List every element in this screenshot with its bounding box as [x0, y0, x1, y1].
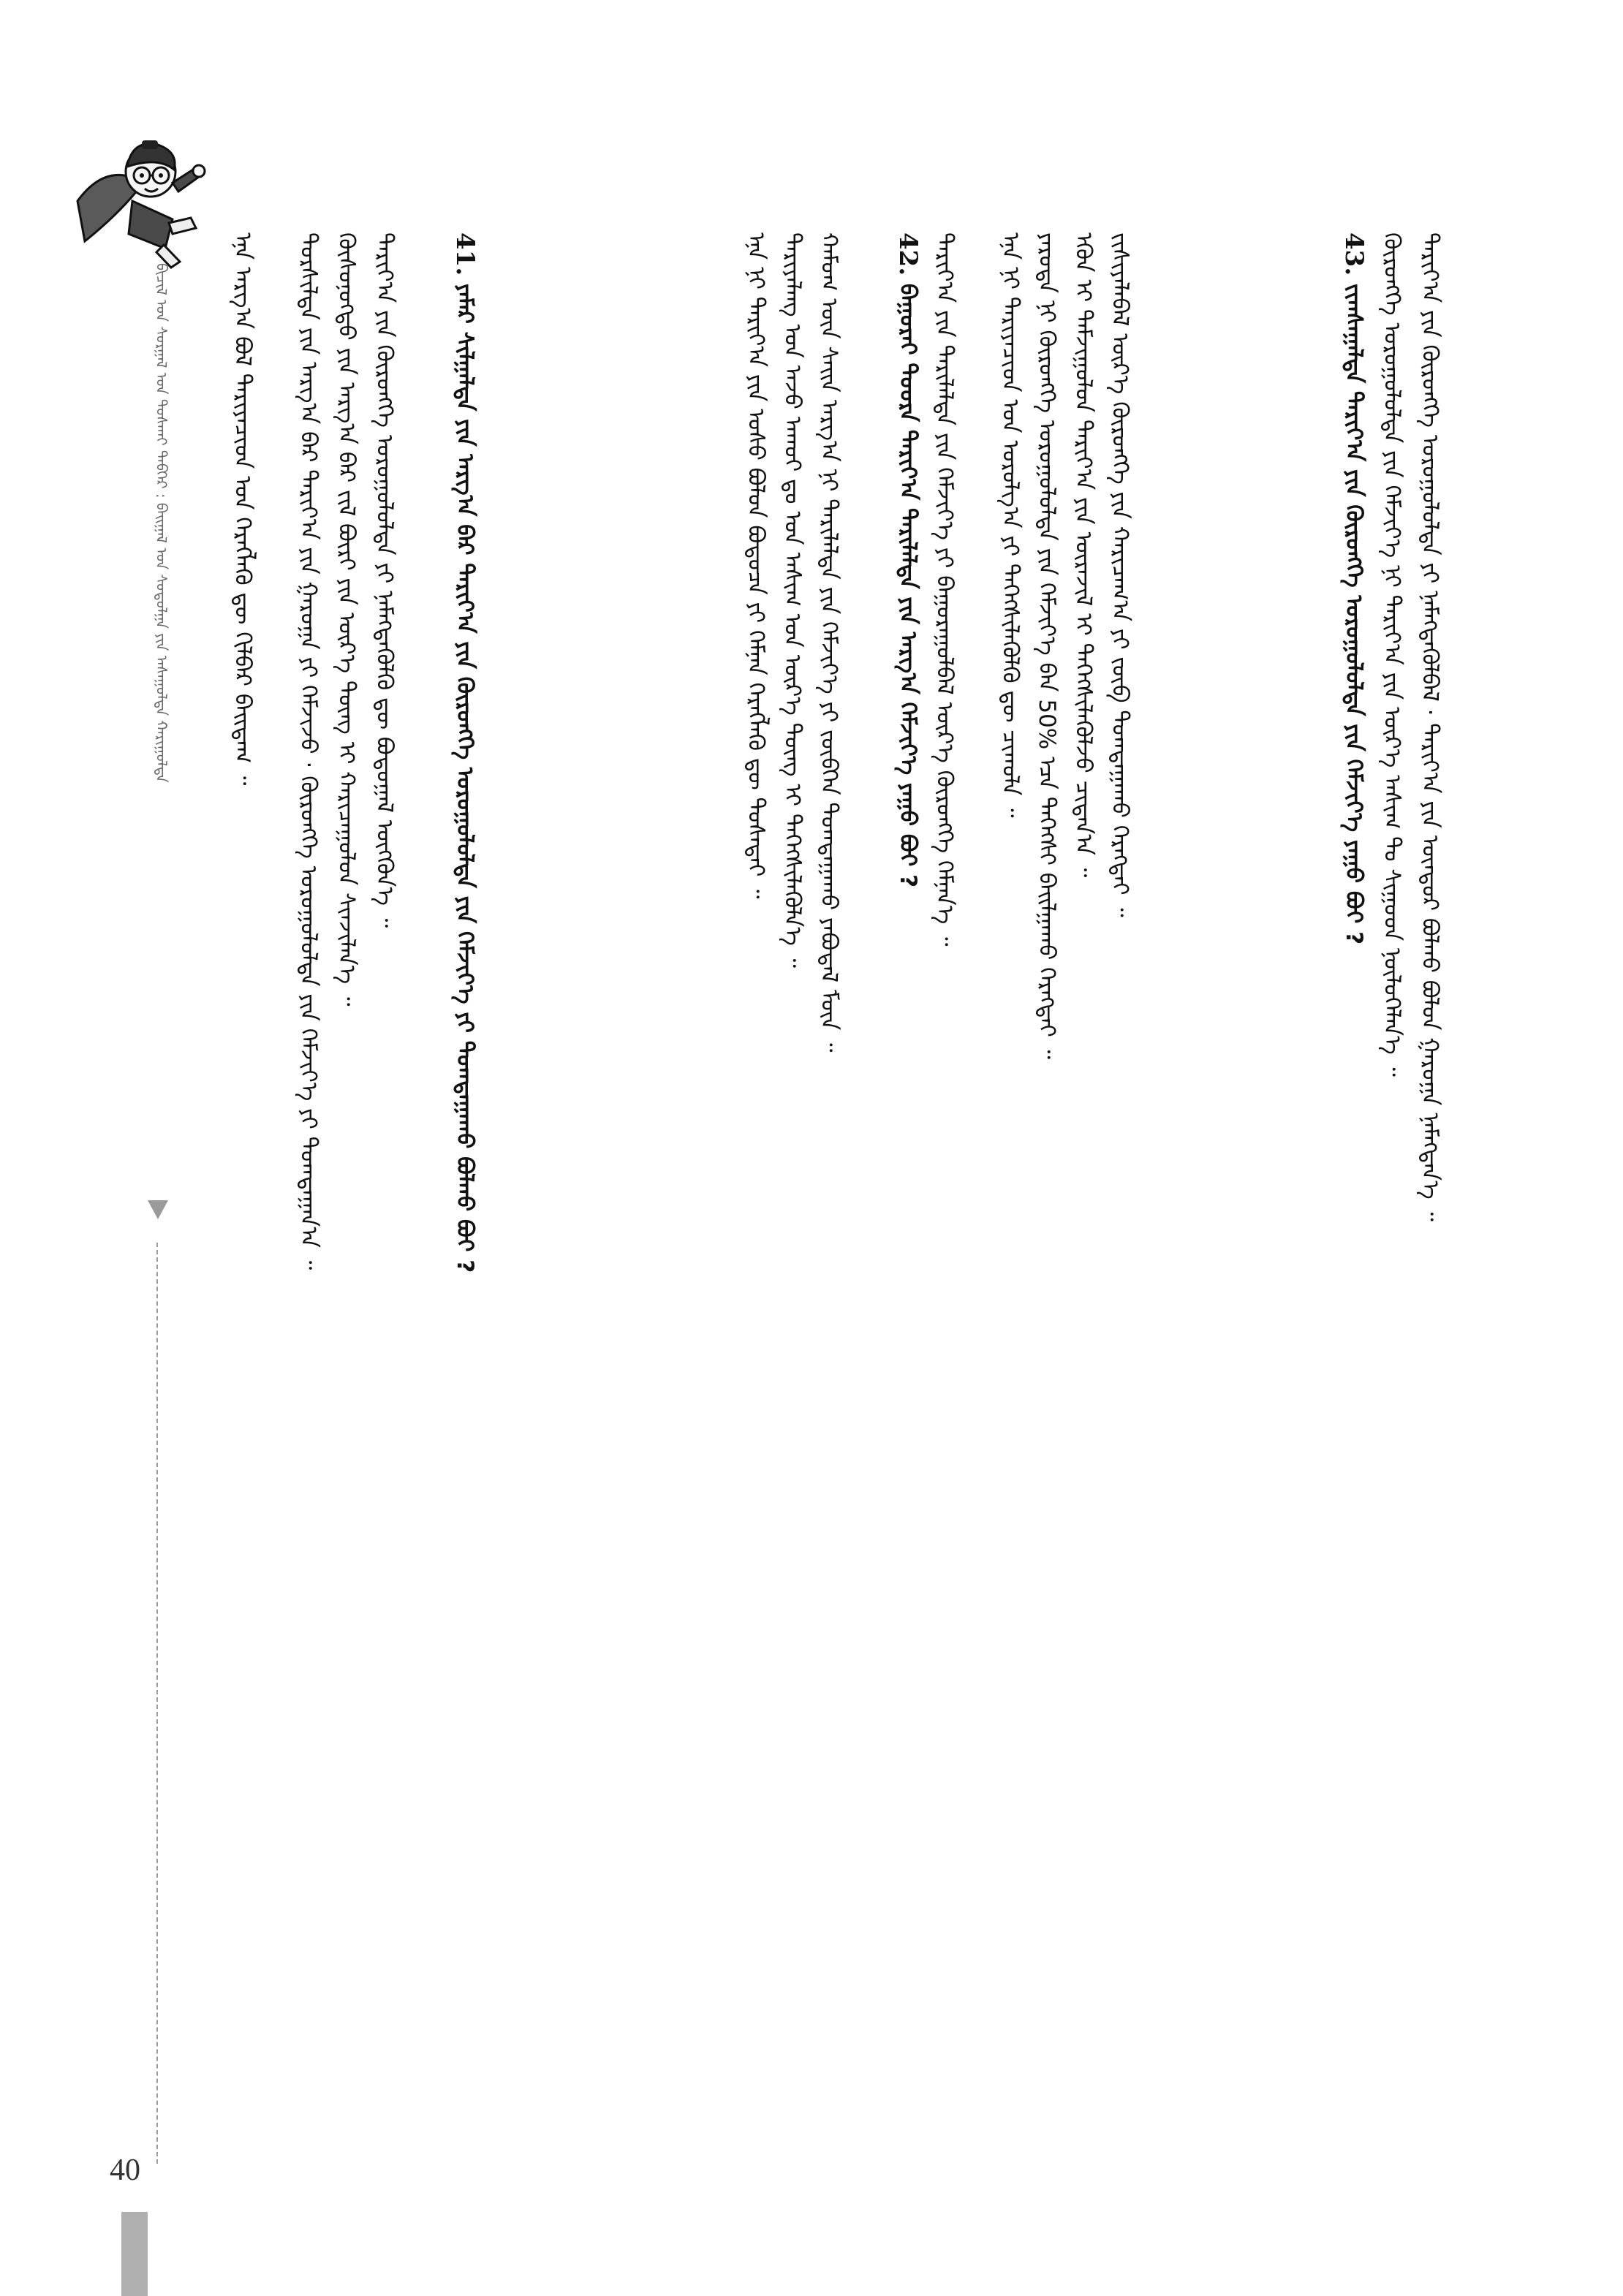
question-title: ᠵᠢᠭᠰᠠᠭᠠᠯᠲᠠ ᠲᠠᠷᠢᠶ᠎ᠠ ᠶᠢᠨ ᠬᠥᠷᠥᠩᠭᠡ ᠣᠷᠣᠭᠤᠯᠤᠯᠲᠠ ᠶᠢᠨ ᠬᠡᠮᠵᠢᠶ᠎ᠡ ᠶᠠᠭᠤ ᠪᠤᠢ	[1341, 283, 1367, 924]
answer-41-line-3: ᠲᠠᠷᠢᠶ᠎ᠠ ᠶᠢᠨ ᠬᠥᠷᠥᠩᠭᠡ ᠣᠷᠣᠭᠤᠯᠤᠯᠲᠠ ᠶᠢ ᠨᠡᠮᠡᠭᠳᠡᠭᠦᠯᠬᠦ ᠳᠦ ᠪᠣᠳᠣᠭᠠᠯ ᠦᠭᠭᠦᠨ᠎ᠡ ᠃	[371, 232, 398, 928]
question-42-title	[892, 232, 924, 887]
page-number: 40	[110, 2153, 140, 2187]
answer-43-line-5: ᠡᠭᠦᠨ ᠢ ᠳᠠᠮᠵᠢᠭᠤᠯᠤᠨ ᠲᠠᠷᠢᠶ᠎ᠠ ᠶᠢᠨ ᠦᠷᠡᠵᠢᠯ ᠢ ᠳᠡᠭᠡᠭᠰᠢᠯᠡᠭᠦᠯᠵᠦ ᠴᠢᠳᠠᠨ᠎ᠠ ᠃	[1070, 232, 1097, 878]
answer-43-line-2: ᠬᠥᠷᠥᠩᠭᠡ ᠣᠷᠣᠭᠤᠯᠤᠯᠲᠠ ᠶᠢᠨ ᠬᠡᠮᠵᠢᠶ᠎ᠡ ᠨᠢ ᠲᠠᠷᠢᠶ᠎ᠠ ᠶᠢᠨ ᠦᠷ᠎ᠡ ᠠᠰᠢᠭ ᠲᠤ ᠰᠢᠭᠤᠳ ᠨᠥᠯᠦᠭᠡᠯᠡᠨ᠎ᠡ ᠃	[1379, 232, 1405, 1077]
running-header: ᠪᠢᠴᠢᠯ ᠤᠨ ᠰᠤᠷᠭᠠᠯ ᠤᠨ ᠲᠤᠰᠬᠠᠢ ᠲᠡᠪᠬᠡᠷ : ᠪᠠᠢᠭᠠᠯ ᠤᠨ ᠰᠤᠳᠤᠯᠭᠠ ᠶᠢᠨ ᠠᠰᠠᠭᠤᠯᠲᠠ ᠬᠠᠷᠢᠭᠤᠯᠲᠠ	[153, 263, 170, 783]
answer-42-line-3: ᠲᠠᠷᠢᠶᠠᠯᠠᠩ ᠤᠨ ᠠᠵᠤ ᠠᠬᠤᠢ ᠳᠤ ᠡᠳ ᠠᠰᠢᠭ ᠤᠨ ᠦᠷ᠎ᠡ ᠳᠦᠩ ᠢ ᠳᠡᠭᠡᠭᠰᠢᠯᠡᠭᠦᠯᠨ᠎ᠡ ᠃	[779, 232, 806, 969]
answer-42-line-1: ᠲᠠᠷᠢᠶ᠎ᠠ ᠶᠢᠨ ᠲᠠᠷᠢᠯᠠᠯᠲᠠ ᠶᠢᠨ ᠬᠡᠮᠵᠢᠶ᠎ᠡ ᠶᠢ ᠪᠠᠭᠤᠷᠠᠭᠤᠯᠪᠠᠯ ᠦᠷ᠎ᠡ ᠬᠥᠷᠥᠩᠭᠡ ᠬᠡᠮᠨᠡᠨ᠎ᠡ ᠃	[931, 232, 958, 947]
answer-43-line-6: ᠵᠢᠱᠢᠶᠡᠯᠡᠪᠡᠯ ᠦᠷ᠎ᠡ ᠬᠥᠷᠥᠩᠭᠡ ᠶᠢᠨ ᠬᠠᠷᠢᠴᠠᠭ᠎ᠠ ᠶᠢ ᠵᠥᠪ ᠲᠣᠭᠲᠠᠭᠠᠬᠤ ᠬᠡᠷᠡᠭᠲᠡᠢ ᠃	[1107, 232, 1133, 917]
question-mark: ?	[1341, 931, 1367, 945]
answer-41-line-1: ᠲᠤᠷᠰᠢᠯᠲᠠ ᠶᠢᠨ ᠠᠷᠭ᠎ᠠ ᠪᠠᠷ ᠲᠠᠷᠢᠶ᠎ᠠ ᠶᠢᠨ ᠭᠠᠷᠤᠭᠠ ᠶᠢ ᠬᠡᠮᠵᠢᠵᠦ · ᠬᠥᠷᠥᠩᠭᠡ ᠣᠷᠣᠭᠤᠯᠤᠯᠲᠠ ᠶᠢᠨ ᠬᠡᠮᠵᠢᠶ᠎ᠡ ᠶᠢ ᠲᠣᠭᠲᠠᠭᠠᠨ᠎ᠠ ᠃	[295, 232, 322, 1270]
question-mark: ?	[895, 874, 921, 888]
answer-43-line-4: ᠶᠡᠷᠦᠳᠡ ᠨᠢ ᠬᠥᠷᠥᠩᠭᠡ ᠣᠷᠣᠭᠤᠯᠤᠯᠲᠠ ᠶᠢᠨ ᠬᠡᠮᠵᠢᠶ᠎ᠡ ᠪᠠᠨ 50% ᠡᠴᠡ ᠳᠡᠭᠡᠭᠰᠢ ᠪᠠᠢᠯᠭᠠᠬᠤ ᠬᠡᠷᠡᠭᠲᠡᠢ ᠃	[1034, 232, 1060, 1060]
answer-42-line-4: ᠬᠠᠮᠤᠭ ᠦᠨ ᠰᠠᠢᠨ ᠠᠷᠭ᠎ᠠ ᠨᠢ ᠲᠠᠷᠢᠯᠠᠯᠲᠠ ᠶᠢᠨ ᠬᠡᠮᠵᠢᠶ᠎ᠡ ᠶᠢ ᠵᠥᠪᠬᠡᠨ ᠲᠣᠭᠲᠠᠭᠠᠬᠤ ᠶᠠᠪᠤᠳᠠᠯ ᠮᠥᠨ ᠃	[816, 232, 842, 1053]
page-edge-tab	[121, 2212, 148, 2296]
question-number: 42.	[893, 232, 923, 276]
answer-41-line-2: ᠬᠥᠰᠦᠨᠦᠭᠲᠦ ᠶᠢᠨ ᠠᠷᠭ᠎ᠠ ᠪᠠᠷ ᠵᠢᠯ ᠪᠦᠷᠢ ᠶᠢᠨ ᠦᠷ᠎ᠡ ᠳᠦᠩ ᠢ ᠬᠠᠷᠢᠴᠠᠭᠤᠯᠤᠨ ᠰᠢᠨᠵᠢᠯᠡᠨ᠎ᠡ ᠃	[333, 232, 360, 1007]
triangle-down-icon	[148, 1200, 168, 1219]
flying-cartoon-boy-with-glasses-icon	[63, 132, 224, 278]
answer-42-line-2: ᠡᠨᠡ ᠨᠢ ᠲᠠᠷᠢᠶ᠎ᠠ ᠶᠢᠨ ᠤᠰᠤ ᠪᠣᠯᠤᠨ ᠪᠣᠳᠣᠴᠠ ᠶᠢ ᠬᠡᠮᠨᠡᠨ ᠬᠡᠷᠡᠭᠯᠡᠬᠦ ᠳᠦ ᠲᠤᠰᠠᠲᠠᠢ ᠃	[743, 232, 769, 899]
question-mark: ᠪᠤᠢ ?	[452, 1219, 478, 1273]
question-41-title	[449, 232, 481, 1273]
question-title: ᠶᠠᠮᠠᠷ ᠰᠢᠯᠭᠠᠯᠲᠠ ᠶᠢᠨ ᠠᠷᠭ᠎ᠠ ᠪᠠᠷ ᠲᠠᠷᠢᠶ᠎ᠠ ᠶᠢᠨ ᠬᠥᠷᠥᠩᠭᠡ ᠣᠷᠣᠭᠤᠯᠤᠯᠲᠠ ᠶᠢᠨ ᠬᠡᠮᠵᠢᠶ᠎ᠡ ᠶᠢ ᠲᠣᠭᠲᠠᠭᠠᠬᠤ ᠪᠣᠯᠬᠤ	[452, 283, 478, 1212]
header-divider	[156, 1243, 158, 2164]
question-number: 41.	[450, 232, 480, 276]
question-43-title	[1338, 232, 1370, 944]
question-title: ᠪᠠᠭᠤᠷᠠᠢ ᠳᠣᠣᠷᠠ ᠲᠠᠷᠢᠶ᠎ᠠ ᠲᠠᠷᠢᠯᠠᠯᠲᠠ ᠶᠢᠨ ᠠᠷᠭ᠎ᠠ ᠬᠡᠮᠵᠢᠶ᠎ᠡ ᠶᠠᠭᠤ ᠪᠤᠢ	[895, 283, 921, 867]
question-number: 43.	[1339, 232, 1369, 276]
answer-43-line-3: ᠡᠨᠡ ᠨᠢ ᠲᠠᠷᠢᠶᠠᠴᠢᠳ ᠤᠨ ᠣᠷᠣᠯᠭ᠎ᠠ ᠶᠢ ᠳᠡᠭᠡᠭᠰᠢᠯᠡᠭᠦᠯᠬᠦ ᠳᠦ ᠴᠢᠬᠤᠯᠠ ᠃	[997, 232, 1024, 818]
answer-43-line-1: ᠲᠠᠷᠢᠶ᠎ᠠ ᠶᠢᠨ ᠬᠥᠷᠥᠩᠭᠡ ᠣᠷᠣᠭᠤᠯᠤᠯᠲᠠ ᠶᠢ ᠨᠡᠮᠡᠭᠳᠡᠭᠦᠯᠪᠡᠯ · ᠲᠠᠷᠢᠶ᠎ᠠ ᠶᠢᠨ ᠦᠨᠳᠦᠷ ᠪᠣᠯᠬᠤ ᠪᠣᠯᠤᠨ ᠭᠠᠷᠤᠭᠠ ᠨᠡᠮᠡᠭᠳᠡᠨ᠎ᠡ ᠃	[1417, 232, 1443, 1221]
answer-41-line-4: ᠡᠨᠡ ᠠᠷᠭ᠎ᠠ ᠪᠣᠯ ᠲᠠᠷᠢᠶᠠᠴᠢᠳ ᠤᠨ ᠬᠡᠷᠡᠭᠯᠡᠬᠦ ᠳᠦ ᠬᠢᠯᠪᠠᠷ ᠪᠠᠢᠳᠠᠭ ᠃	[230, 232, 256, 786]
